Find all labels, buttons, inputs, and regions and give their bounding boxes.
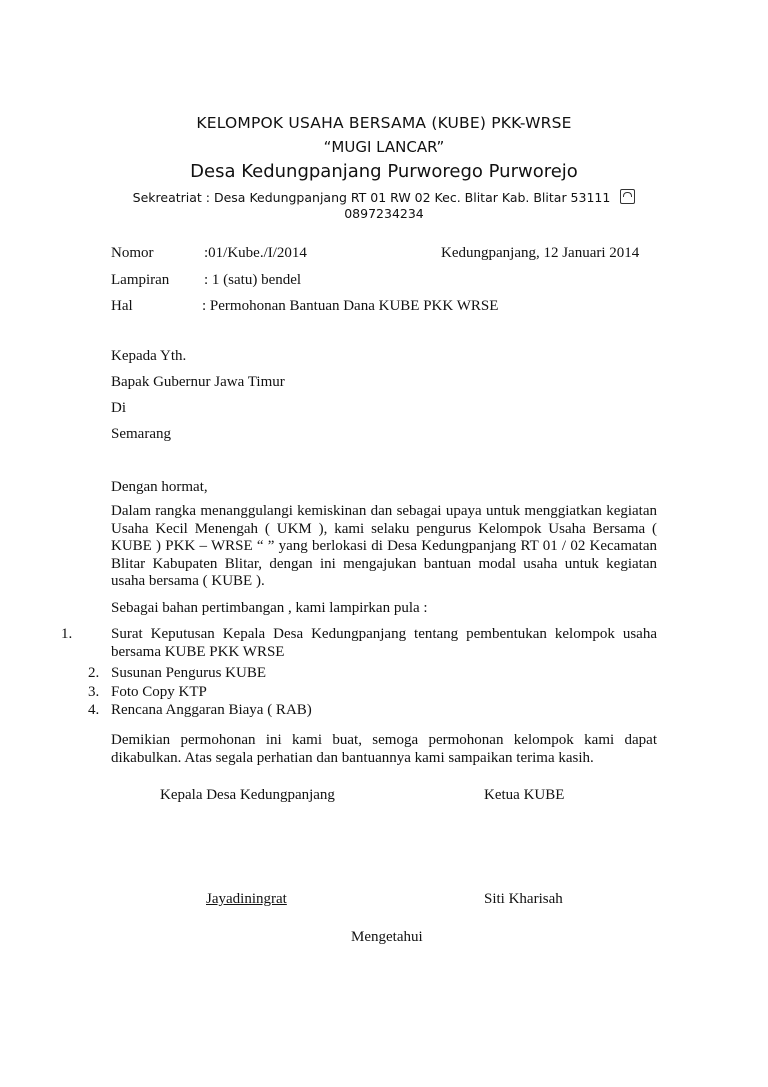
list-text: Susunan Pengurus KUBE (111, 665, 267, 681)
letterhead-group-name: “MUGI LANCAR” (323, 138, 445, 156)
signature-left-title: Kepala Desa Kedungpanjang (160, 787, 335, 803)
body-paragraph: Dalam rangka menanggulangi kemiskinan dan sebagai upaya untuk menggiatkan kegiatan Usaha Kecil Menengah ( UKM ), kami selaku pengurus Kelompok Usaha Bersama ( KUBE ) PKK – WRSE “ ” yang berlokasi di Desa Kedungpanjang RT 01 / 02 Kecamatan Blitar Kabupaten Blitar, dengan ini mengajukan bantuan modal usaha untuk kegiatan usaha bersama ( KUBE ). (111, 503, 657, 589)
nomor-label: Nomor (111, 245, 154, 261)
lampiran-label: Lampiran (111, 272, 170, 288)
letterhead-village: Desa Kedungpanjang Purworego Purworejo (190, 161, 578, 182)
closing-paragraph: Demikian permohonan ini kami buat, semoga permohonan kelompok kami dapat dikabulkan. Atas segala perhatian dan bantuannya kami sampaikan terima kasih. (111, 732, 657, 766)
recipient-line-4: Semarang (111, 426, 171, 442)
letterhead-address: Sekreatriat : Desa Kedungpanjang RT 01 RW 02 Kec. Blitar Kab. Blitar 53111 (132, 190, 611, 205)
place-date: Kedungpanjang, 12 Januari 2014 (441, 245, 640, 261)
hal-value: : Permohonan Bantuan Dana KUBE PKK WRSE (202, 298, 499, 314)
list-number: 3. (88, 683, 100, 700)
attachments-list (61, 626, 658, 720)
list-text: Surat Keputusan Kepala Desa Kedungpanjang tentang pembentukan kelompok usaha bersama KUBE PKK WRSE (111, 626, 657, 660)
list-text: Foto Copy KTP (111, 683, 207, 700)
signature-right-name: Siti Kharisah (484, 891, 563, 907)
recipient-line-1: Kepada Yth. (111, 348, 187, 364)
letterhead-address-line (0, 189, 768, 205)
hal-label: Hal (111, 298, 133, 314)
list-number: 2. (88, 665, 100, 681)
nomor-value: :01/Kube./I/2014 (204, 245, 307, 261)
list-item (61, 626, 658, 661)
attachments-intro: Sebagai bahan pertimbangan , kami lampirkan pula : (111, 600, 428, 616)
list-number: 4. (88, 702, 100, 718)
acknowledged-label: Mengetahui (351, 929, 423, 945)
list-item (88, 702, 658, 720)
recipient-line-2: Bapak Gubernur Jawa Timur (111, 374, 285, 390)
telephone-icon (620, 189, 635, 204)
lampiran-value: : 1 (satu) bendel (204, 272, 302, 288)
signature-right-title: Ketua KUBE (484, 787, 565, 803)
letterhead-org: KELOMPOK USAHA BERSAMA (KUBE) PKK-WRSE (196, 114, 572, 132)
list-item (88, 684, 658, 702)
list-number: 1. (61, 626, 73, 642)
letterhead-phone: 0897234234 (344, 206, 424, 221)
list-item (88, 665, 658, 683)
recipient-line-3: Di (111, 400, 126, 416)
signature-left-name: Jayadiningrat (206, 891, 287, 907)
list-text: Rencana Anggaran Biaya ( RAB) (111, 702, 312, 718)
greeting: Dengan hormat, (111, 479, 208, 495)
